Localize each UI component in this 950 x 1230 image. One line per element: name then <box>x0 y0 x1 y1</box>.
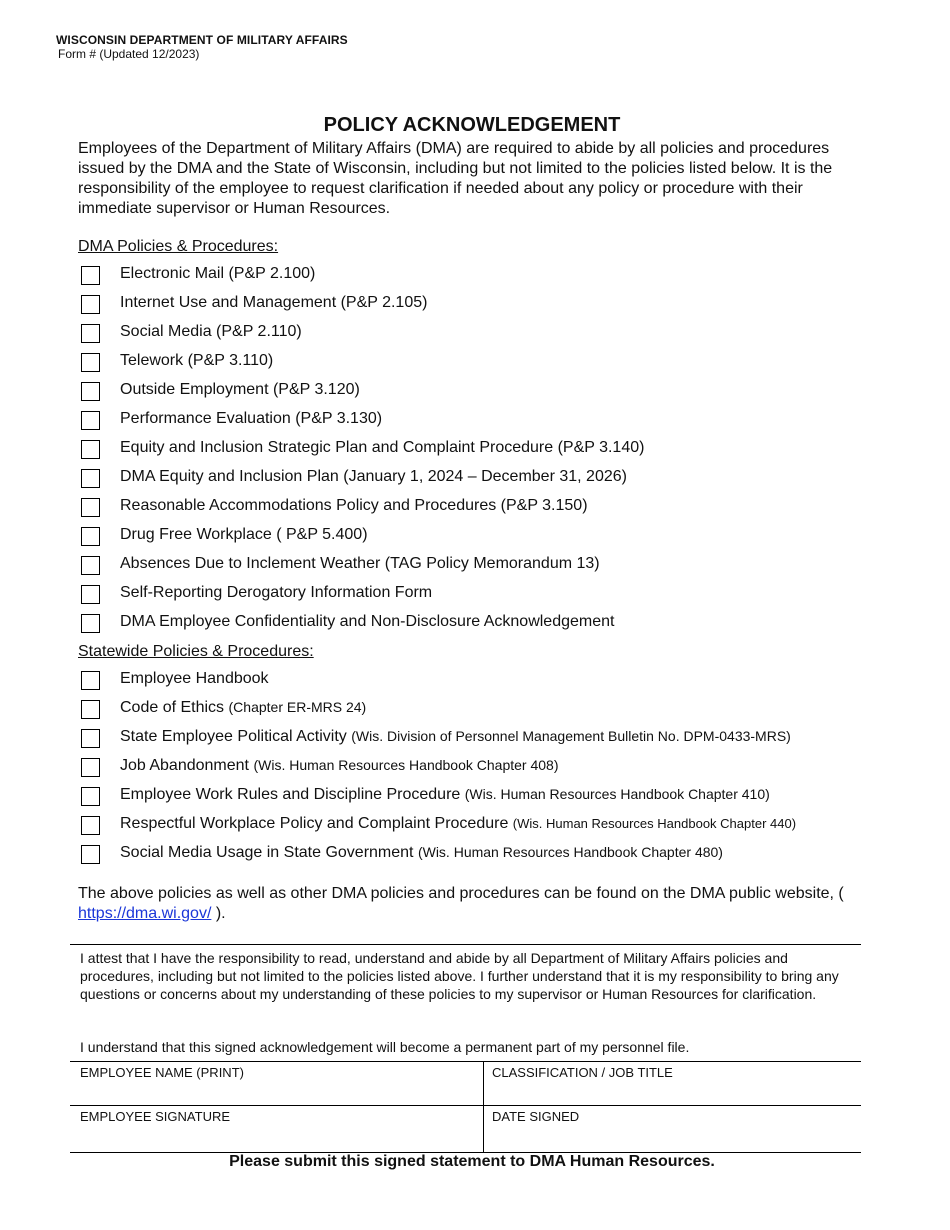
policy-checkbox[interactable] <box>81 614 100 633</box>
footnote-text-end: ). <box>211 905 226 922</box>
policy-checkbox[interactable] <box>81 295 100 314</box>
policy-label: Job Abandonment <box>120 757 249 774</box>
policy-label: Electronic Mail (P&P 2.100) <box>120 265 316 282</box>
policy-label: Reasonable Accommodations Policy and Procedures (P&P 3.150) <box>120 497 588 514</box>
policy-checkbox[interactable] <box>81 440 100 459</box>
policy-checkbox[interactable] <box>81 498 100 517</box>
policy-reference: (Wis. Human Resources Handbook Chapter 410) <box>464 786 770 802</box>
policy-checkbox[interactable] <box>81 671 100 690</box>
policy-label: DMA Employee Confidentiality and Non-Disclosure Acknowledgement <box>120 613 615 630</box>
statewide-policies-heading: Statewide Policies & Procedures: <box>78 643 314 660</box>
policy-label-container <box>120 815 796 833</box>
policy-checkbox[interactable] <box>81 382 100 401</box>
signature-table-divider <box>483 1062 484 1152</box>
policy-label: Drug Free Workplace ( P&P 5.400) <box>120 526 368 543</box>
policy-checkbox[interactable] <box>81 845 100 864</box>
intro-paragraph: Employees of the Department of Military Affairs (DMA) are required to abide by all policies and procedures issued by the DMA and the State of Wisconsin, including but not limited to the policies listed below. It is the responsibility of the employee to request clarification if needed about any policy or procedure with their immediate supervisor or Human Resources. <box>78 140 833 217</box>
policy-checkbox[interactable] <box>81 787 100 806</box>
divider <box>70 944 861 945</box>
attestation-text: I attest that I have the responsibility to read, understand and abide by all Department of Military Affairs policies and procedures, including but not limited to the policies listed above. I further understand that it is my responsibility to bring any questions or concerns about my understanding of these policies to my supervisor or Human Resources for clarification. <box>80 950 839 1002</box>
policy-label: Performance Evaluation (P&P 3.130) <box>120 410 383 427</box>
date-signed-field[interactable]: DATE SIGNED <box>492 1109 580 1124</box>
policy-label-container <box>120 670 269 688</box>
policy-label: Respectful Workplace Policy and Complaint Procedure <box>120 815 509 832</box>
policy-reference: (Wis. Human Resources Handbook Chapter 480) <box>417 844 723 860</box>
employee-name-field[interactable]: EMPLOYEE NAME (PRINT) <box>80 1065 244 1080</box>
submit-instruction: Please submit this signed statement to DMA Human Resources. <box>229 1153 715 1170</box>
footnote-text: The above policies as well as other DMA policies and procedures can be found on the DMA public website, ( <box>78 885 844 902</box>
policy-label: DMA Equity and Inclusion Plan (January 1, 2024 – December 31, 2026) <box>120 468 627 485</box>
policy-reference: (Wis. Division of Personnel Management Bulletin No. DPM-0433-MRS) <box>351 728 791 744</box>
policy-label-container <box>120 786 770 804</box>
policy-reference: (Wis. Human Resources Handbook Chapter 440) <box>512 816 797 831</box>
policy-checkbox[interactable] <box>81 729 100 748</box>
policy-label: Self-Reporting Derogatory Information Form <box>120 584 433 601</box>
dma-website-link[interactable]: https://dma.wi.gov/ <box>78 905 212 922</box>
policy-label-container <box>120 699 366 717</box>
policy-label: Absences Due to Inclement Weather (TAG Policy Memorandum 13) <box>120 555 600 572</box>
policy-checkbox[interactable] <box>81 324 100 343</box>
policy-label-container <box>120 757 558 775</box>
policy-checkbox[interactable] <box>81 527 100 546</box>
policy-checkbox[interactable] <box>81 758 100 777</box>
policy-reference: (Chapter ER-MRS 24) <box>228 699 367 715</box>
signature-table-middle <box>70 1105 861 1106</box>
policy-checkbox[interactable] <box>81 816 100 835</box>
policy-label-container <box>120 844 723 862</box>
agency-name: WISCONSIN DEPARTMENT OF MILITARY AFFAIRS <box>56 33 348 47</box>
policy-label: Social Media (P&P 2.110) <box>120 323 302 340</box>
signature-table-top <box>70 1061 861 1062</box>
acknowledgement-text: I understand that this signed acknowledgement will become a permanent part of my personnel file. <box>80 1039 690 1055</box>
classification-field[interactable]: CLASSIFICATION / JOB TITLE <box>492 1065 673 1080</box>
page-title: POLICY ACKNOWLEDGEMENT <box>323 114 621 136</box>
policy-label: Employee Handbook <box>120 670 269 687</box>
policy-checkbox[interactable] <box>81 266 100 285</box>
policy-label: Outside Employment (P&P 3.120) <box>120 381 360 398</box>
policy-label: State Employee Political Activity <box>120 728 347 745</box>
policy-label: Employee Work Rules and Discipline Procedure <box>120 786 461 803</box>
policy-checkbox[interactable] <box>81 585 100 604</box>
policy-checkbox[interactable] <box>81 700 100 719</box>
policy-label-container <box>120 728 791 746</box>
policy-label: Equity and Inclusion Strategic Plan and Complaint Procedure (P&P 3.140) <box>120 439 645 456</box>
dma-policies-heading: DMA Policies & Procedures: <box>78 238 279 255</box>
policy-label: Internet Use and Management (P&P 2.105) <box>120 294 428 311</box>
policy-label: Telework (P&P 3.110) <box>120 352 274 369</box>
policy-reference: (Wis. Human Resources Handbook Chapter 408) <box>253 757 559 773</box>
policy-checkbox[interactable] <box>81 469 100 488</box>
form-number: Form # (Updated 12/2023) <box>58 47 200 61</box>
policy-checkbox[interactable] <box>81 411 100 430</box>
employee-signature-field[interactable]: EMPLOYEE SIGNATURE <box>80 1109 231 1124</box>
policy-checkbox[interactable] <box>81 556 100 575</box>
policy-location-note <box>78 884 868 924</box>
policy-label: Social Media Usage in State Government <box>120 844 414 861</box>
policy-checkbox[interactable] <box>81 353 100 372</box>
policy-label: Code of Ethics <box>120 699 225 716</box>
